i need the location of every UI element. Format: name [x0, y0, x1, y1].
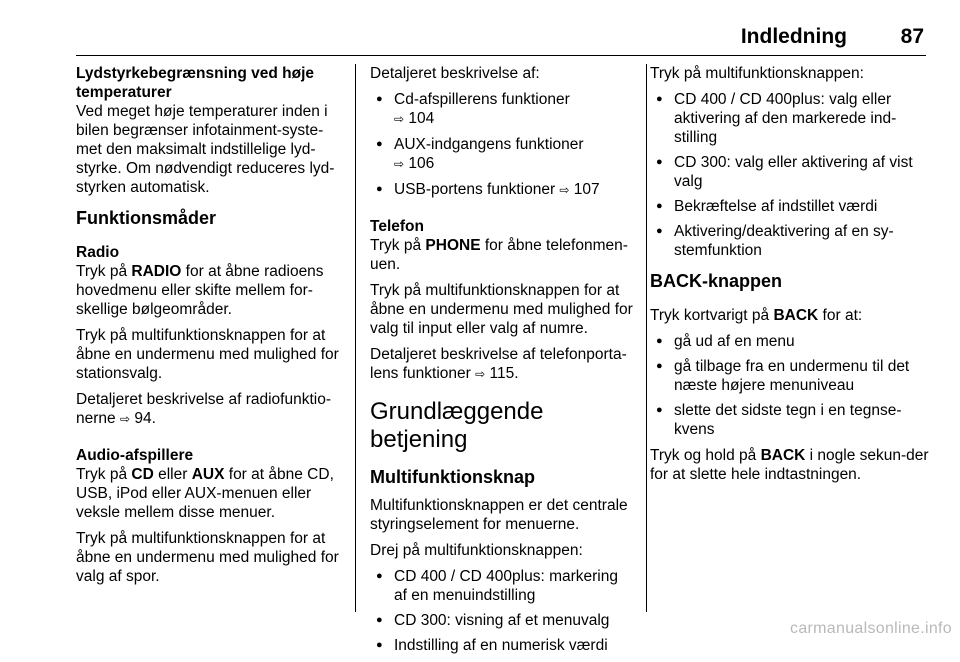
- column-divider: [646, 64, 647, 612]
- paragraph: Detaljeret beskrivelse af radiofunktio-nerne ⇨ 94.: [76, 391, 332, 427]
- paragraph: Multifunktionsknappen er det centrale styringselement for menuerne.: [370, 497, 628, 533]
- bullet-list: [370, 90, 634, 200]
- section-heading-multifunction: Multifunktionsknap: [370, 467, 535, 487]
- paragraph: Tryk på multifunktionsknappen:: [650, 65, 864, 82]
- bullet-list: [650, 90, 930, 260]
- paragraph: Detaljeret beskrivelse af telefonporta-lens funktioner ⇨ 115.: [370, 346, 627, 382]
- column-right: [650, 64, 930, 491]
- list-item: ● USB-portens funktioner ⇨ 107: [370, 180, 634, 200]
- section-heading-modes: Funktionsmåder: [76, 208, 217, 228]
- column-middle: [370, 64, 634, 662]
- paragraph: Detaljeret beskrivelse af:: [370, 65, 540, 82]
- column-left: [76, 64, 348, 593]
- subheading-radio: Radio: [76, 244, 120, 261]
- key-label-cd: CD: [131, 466, 154, 483]
- list-item: ● Cd-afspillerens funktioner ⇨ 104: [370, 90, 634, 129]
- key-label-radio: RADIO: [131, 263, 182, 280]
- bullet-list: [650, 332, 930, 439]
- key-label-back: BACK: [773, 307, 819, 324]
- list-item: ● AUX-indgangens funktioner ⇨ 106: [370, 135, 634, 174]
- list-item: ● slette det sidste tegn i en tegnse-kvens: [650, 401, 930, 439]
- list-item: ● CD 400 / CD 400plus: markering af en menuindstilling: [370, 567, 634, 605]
- list-item: ● gå tilbage fra en undermenu til det næste højere menuniveau: [650, 357, 930, 395]
- chapter-heading-basic-operation: Grundlæggende betjening: [370, 398, 544, 453]
- paragraph: Tryk på multifunktionsknappen for at åbne en undermenu med mulighed for valg til input eller valg af numre.: [370, 282, 633, 337]
- page-reference[interactable]: ⇨ 106: [394, 155, 435, 172]
- reference-arrow-icon: ⇨: [394, 157, 405, 171]
- list-item: ● gå ud af en menu: [650, 332, 930, 351]
- watermark: carmanualsonline.info: [790, 620, 952, 637]
- page-number: 87: [900, 25, 924, 48]
- paragraph: Tryk og hold på BACK i nogle sekun-der for at slette hele indtastningen.: [650, 447, 929, 483]
- subheading-audio: Audio-afspillere: [76, 447, 194, 464]
- list-item: ● CD 300: valg eller aktivering af vist valg: [650, 153, 930, 191]
- page-header: [0, 0, 960, 57]
- paragraph: Tryk på RADIO for at åbne radioens hovedmenu eller skifte mellem for-skellige bølgeområder.: [76, 263, 324, 318]
- key-label-phone: PHONE: [425, 237, 481, 254]
- page-reference[interactable]: ⇨ 107: [559, 181, 600, 198]
- list-item: ● CD 400 / CD 400plus: valg eller aktivering af den markerede ind-stilling: [650, 90, 930, 147]
- reference-arrow-icon: ⇨: [394, 112, 405, 126]
- key-label-back: BACK: [760, 447, 806, 464]
- paragraph: Tryk på CD eller AUX for at åbne CD, USB, iPod eller AUX-menuen eller veksle mellem disse menuer.: [76, 466, 334, 521]
- reference-arrow-icon: ⇨: [559, 183, 570, 197]
- key-label-aux: AUX: [191, 466, 225, 483]
- page-reference[interactable]: ⇨ 94.: [119, 410, 156, 427]
- paragraph: Tryk på PHONE for åbne telefonmen-uen.: [370, 237, 628, 273]
- page-reference[interactable]: ⇨ 104: [394, 110, 435, 127]
- header-rule: [76, 55, 926, 56]
- paragraph: Tryk kortvarigt på BACK for at:: [650, 307, 863, 324]
- section-heading-back-button: BACK-knappen: [650, 271, 783, 291]
- reference-arrow-icon: ⇨: [475, 367, 486, 381]
- chapter-title: Indledning: [740, 25, 847, 48]
- column-divider: [355, 64, 356, 612]
- paragraph: Drej på multifunktionsknappen:: [370, 542, 583, 559]
- list-item: ● Indstilling af en numerisk værdi: [370, 636, 634, 655]
- paragraph: Ved meget høje temperaturer inden i bilen begrænser infotainment-syste-met den maksimalt indstillelige lyd-styrke. Om nødvendigt reduceres lyd-styrken automatisk.: [76, 103, 335, 196]
- reference-arrow-icon: ⇨: [119, 412, 131, 426]
- list-item: ● Aktivering/deaktivering af en sy-stemfunktion: [650, 222, 930, 260]
- subheading-phone: Telefon: [370, 218, 424, 235]
- paragraph: Tryk på multifunktionsknappen for at åbne en undermenu med mulighed for stationsvalg.: [76, 327, 339, 382]
- section-heading-volume-limit: Lydstyrkebegrænsning ved høje temperaturer: [76, 65, 315, 101]
- list-item: ● Bekræftelse af indstillet værdi: [650, 197, 930, 216]
- paragraph: Tryk på multifunktionsknappen for at åbne en undermenu med mulighed for valg af spor.: [76, 530, 339, 585]
- page-reference[interactable]: ⇨ 115.: [475, 365, 519, 382]
- list-item: ● CD 300: visning af et menuvalg: [370, 611, 634, 630]
